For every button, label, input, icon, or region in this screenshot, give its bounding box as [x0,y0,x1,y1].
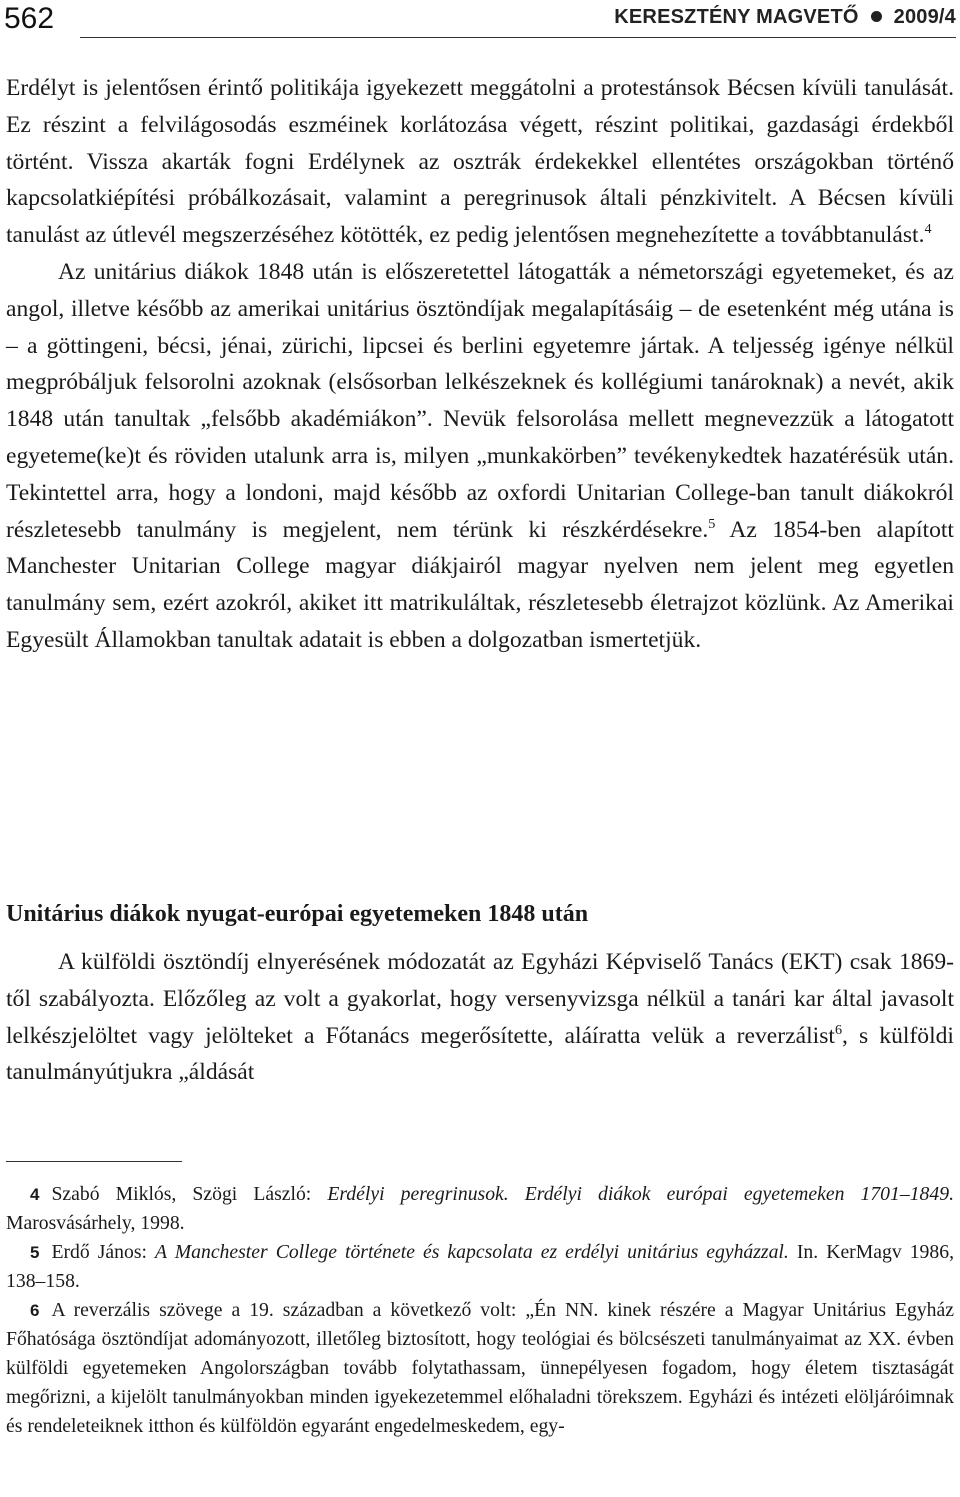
footnote-6: 6 A reverzális szövege a 19. században a következő volt: „Én NN. kinek részére a Magyar Unitárius Egyház Főhatósága ösztöndíjat adományozott, illetőleg biztosított, hogy teológiai és bölcsészeti tanulmányaimat az XX. évben külföldi egyetemeken Angolországban tovább folytathassam, ünnepélyesen fogadom, hogy életem tisztaságát megőrizni, a kijelölt tanulmányokban minden igyekezetemmel előhaladni törekszem. Egyházi és intézeti elöljáróimnak és rendeleteiknek itthon és külföldön egyaránt engedelmeskedem, egy- [6,1299,954,1437]
bullet-icon [871,11,882,22]
issue-number: 2009/4 [893,6,956,28]
footnote-ref-5[interactable]: 5 [708,515,716,532]
footnote-number: 4 [30,1185,40,1204]
section-text [6,944,954,1091]
journal-title: KERESZTÉNY MAGVETŐ [614,6,859,28]
footnotes [6,1180,954,1441]
footnote-ref-6[interactable]: 6 [834,1021,843,1038]
header-rule [80,37,956,38]
paragraph-2: Az unitárius diákok 1848 után is előszeretettel látogatták a németországi egyetemeket, és az angol, illetve később az amerikai unitárius ösztöndíjak megalapításáig – de esetenként még utána is – a göttingeni, bécsi, jénai, zürichi, lipcsei és berlini egyetemre jártak. A teljesség igénye nélkül megpróbáljuk felsorolni azoknak (elsősorban lelkészeknek és kollégiumi tanároknak) a nevét, akik 1848 után tanultak „felsőbb akadémiákon”. Nevük felsorolása mellett megnevezzük a látogatott egyeteme(ke)t és röviden utalunk arra is, milyen „munkakörben” tevékenykedtek hazatérésük után. Tekintettel arra, hogy a londoni, majd később az oxfordi Unitarian College-ban tanult diákokról részletesebb tanulmány is megjelent, nem térünk ki részkérdésekre.$^5$ Az 1854-ben alapított Manchester Unitarian College magyar diákjairól magyar nyelven nem jelent meg egyetlen tanulmány sem, ezért azokról, akiket itt matrikuláltak, részletesebb életrajzot közlünk. Az Amerikai Egyesült Államokban tanultak adatait is ebben a dolgozatban ismertetjük. [6,258,954,653]
page-header [0,0,960,40]
paragraph-3: A külföldi ösztöndíj elnyerésének módozatát az Egyházi Képviselő Tanács (EKT) csak 1869-től szabályozta. Előzőleg az volt a gyakorlat, hogy versenyvizsga nélkül a tanári kar által javasolt lelkészjelöltet vagy jelölteket a Főtanács megerősítette, aláíratta velük a reverzálist$^6$, s külföldi tanulmányútjukra „áldását [6,949,954,1086]
page-number: 562 [4,2,55,35]
running-head [614,6,956,29]
paragraph-1: Erdélyt is jelentősen érintő politikája igyekezett meggátolni a protestánsok Bécsen kívüli tanulását. Ez részint a felvilágosodás eszméinek korlátozása végett, részint politikai, gazdasági érdekből történt. Vissza akarták fogni Erdélynek az osztrák érdekekkel ellentétes országokban történő kapcsolatkiépítési próbálkozásait, valamint a peregrinusok általi pénzkivitelt. A Bécsen kívüli tanulást az útlevél megszerzéséhez kötötték, ez pedig jelentősen megnehezítette a továbbtanulást.$^4$ [6,75,954,249]
body-text [6,70,954,659]
footnote-4: 4 Szabó Miklós, Szögi László: Erdélyi peregrinusok. Erdélyi diákok európai egyetemeken 1701–1849. Marosvásárhely, 1998. [6,1183,955,1234]
footnote-number: 5 [30,1243,40,1262]
footnote-ref-4[interactable]: 4 [924,221,932,238]
footnote-number: 6 [30,1301,40,1320]
footnote-5: 5 Erdő János: A Manchester College története és kapcsolata ez erdélyi unitárius egyházzal. In. KerMagv 1986, 138–158. [6,1241,954,1292]
footnote-rule [6,1161,182,1162]
section-heading: Unitárius diákok nyugat-európai egyetemeken 1848 után [6,901,589,927]
